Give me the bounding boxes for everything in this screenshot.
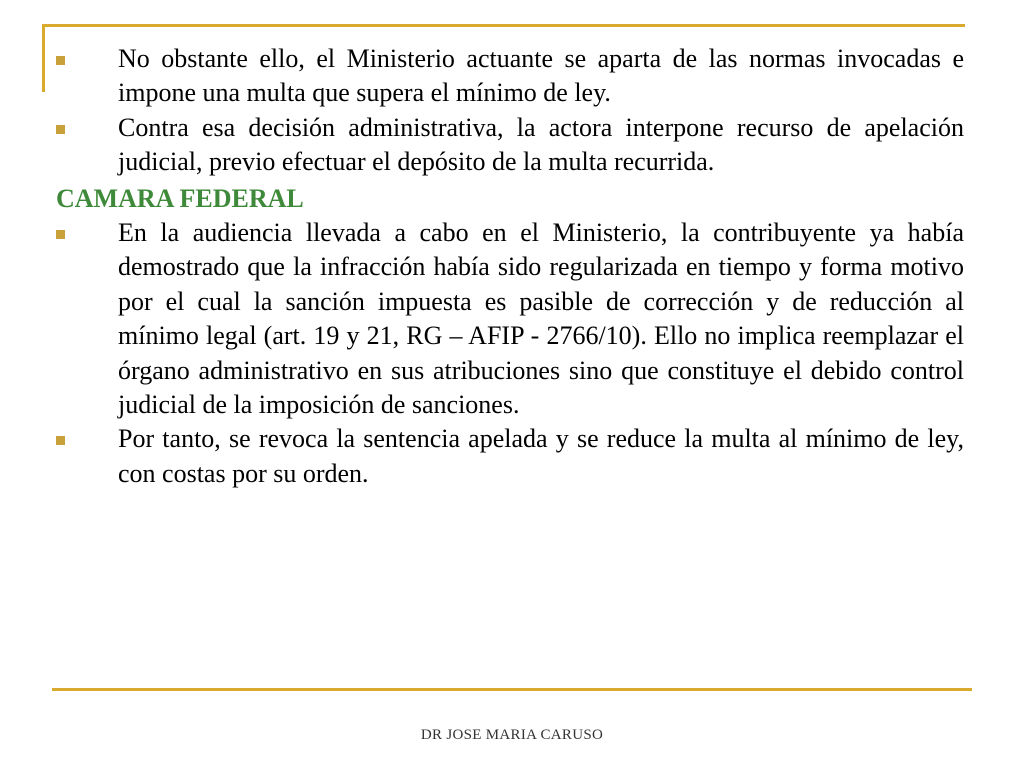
square-bullet-icon <box>56 56 65 65</box>
bullet-item <box>56 42 964 111</box>
square-bullet-icon <box>56 230 65 239</box>
footer-divider <box>52 688 972 691</box>
slide-content <box>56 42 964 491</box>
left-border-line <box>42 24 45 92</box>
footer-author: DR JOSE MARIA CARUSO <box>420 727 604 743</box>
bullet-text: No obstante ello, el Ministerio actuante se aparta de las normas invocadas e impone una multa que supera el mínimo de ley. <box>118 44 964 108</box>
bullet-item <box>56 422 964 491</box>
top-border-line <box>42 24 965 27</box>
bullet-text: Por tanto, se revoca la sentencia apelada y se reduce la multa al mínimo de ley, con costas por su orden. <box>118 424 964 488</box>
square-bullet-icon <box>56 125 65 134</box>
bullet-text: Contra esa decisión administrativa, la actora interpone recurso de apelación judicial, previo efectuar el depósito de la multa recurrida. <box>118 112 964 177</box>
section-heading: CAMARA FEDERAL <box>56 183 304 213</box>
bullet-item <box>56 216 964 422</box>
bullet-text: En la audiencia llevada a cabo en el Ministerio, la contribuyente ya había demostrado que la infracción había sido regularizada en tiempo y forma motivo por el cual la sanción impuesta es pasible de corrección y de reducción al mínimo legal (art. 19 y 21, RG – AFIP - 2766/10). Ello no implica reemplazar el órgano administrativo en sus atribuciones sino que constituye el debido control judicial de la imposición de sanciones. <box>118 218 964 420</box>
bullet-item <box>56 111 964 180</box>
square-bullet-icon <box>56 436 65 445</box>
